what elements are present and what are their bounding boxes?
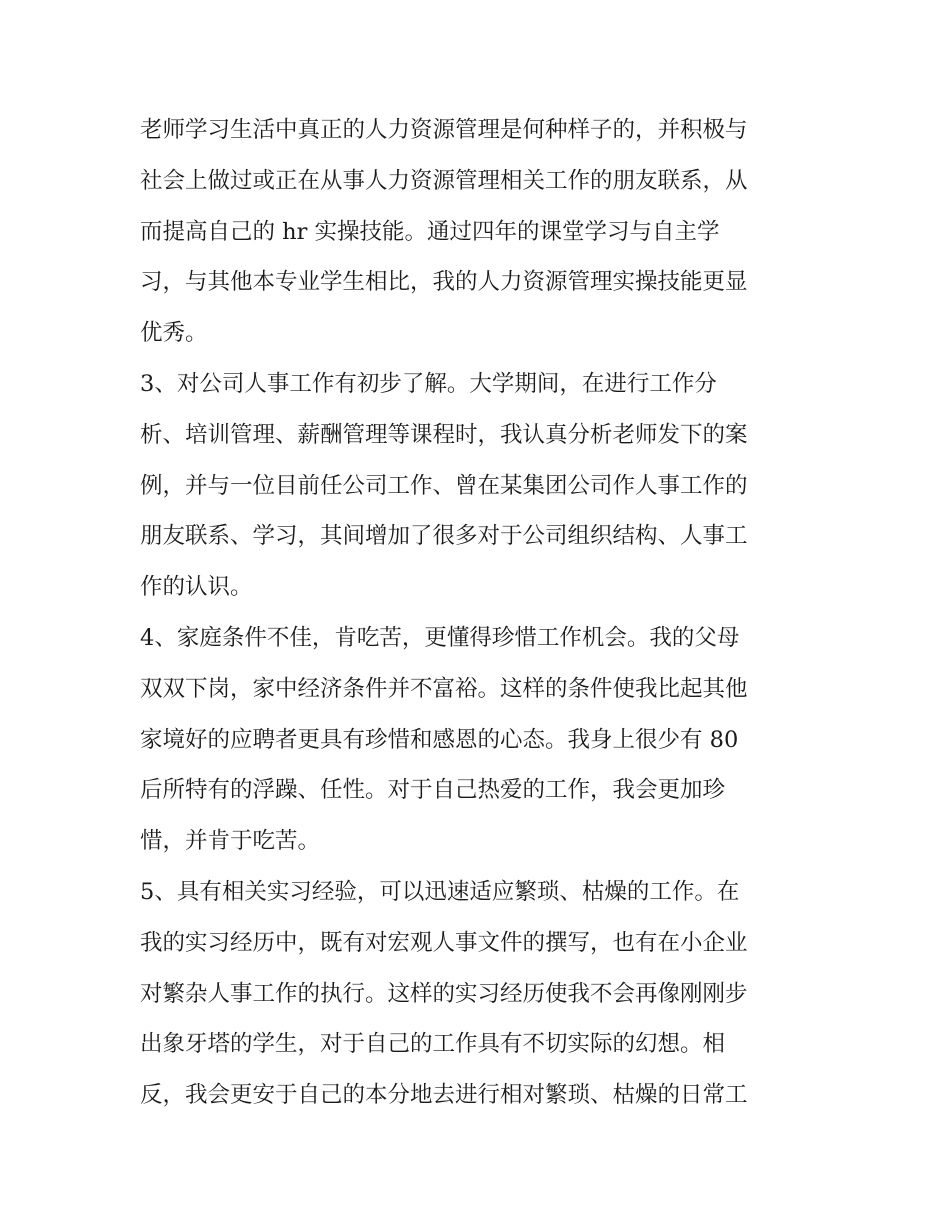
text-line: 社会上做过或正在从事人力资源管理相关工作的朋友联系，从 — [140, 167, 748, 194]
text-line: 朋友联系、学习，其间增加了很多对于公司组织结构、人事工 — [140, 523, 748, 550]
text-line: 4、家庭条件不佳，肯吃苦，更懂得珍惜工作机会。我的父母 — [140, 624, 740, 651]
text-line: 习，与其他本专业学生相比，我的人力资源管理实操技能更显 — [140, 269, 748, 296]
text-line: 析、培训管理、薪酬管理等课程时，我认真分析老师发下的案 — [140, 421, 748, 448]
text-line: 而提高自己的 hr 实操技能。通过四年的课堂学习与自主学 — [140, 218, 720, 245]
text-line: 惜，并肯于吃苦。 — [140, 828, 321, 855]
text-line: 后所特有的浮躁、任性。对于自己热爱的工作，我会更加珍 — [140, 777, 726, 804]
text-line: 家境好的应聘者更具有珍惜和感恩的心态。我身上很少有 80 — [140, 726, 739, 753]
text-line: 我的实习经历中，既有对宏观人事文件的撰写，也有在小企业 — [140, 929, 748, 956]
text-line: 反，我会更安于自己的本分地去进行相对繁琐、枯燥的日常工 — [140, 1082, 748, 1109]
text-line: 例，并与一位目前任公司工作、曾在某集团公司作人事工作的 — [140, 472, 748, 499]
text-line: 对繁杂人事工作的执行。这样的实习经历使我不会再像刚刚步 — [140, 980, 748, 1007]
text-line: 出象牙塔的学生，对于自己的工作具有不切实际的幻想。相 — [140, 1031, 726, 1058]
body-text — [140, 105, 820, 1121]
text-line: 作的认识。 — [140, 574, 253, 601]
text-line: 3、对公司人事工作有初步了解。大学期间，在进行工作分 — [140, 370, 717, 397]
text-line: 双双下岗，家中经济条件并不富裕。这样的条件使我比起其他 — [140, 675, 748, 702]
text-line: 5、具有相关实习经验，可以迅速适应繁琐、枯燥的工作。在 — [140, 878, 740, 905]
text-line: 老师学习生活中真正的人力资源管理是何种样子的，并积极与 — [140, 117, 748, 143]
text-line: 优秀。 — [140, 320, 208, 347]
